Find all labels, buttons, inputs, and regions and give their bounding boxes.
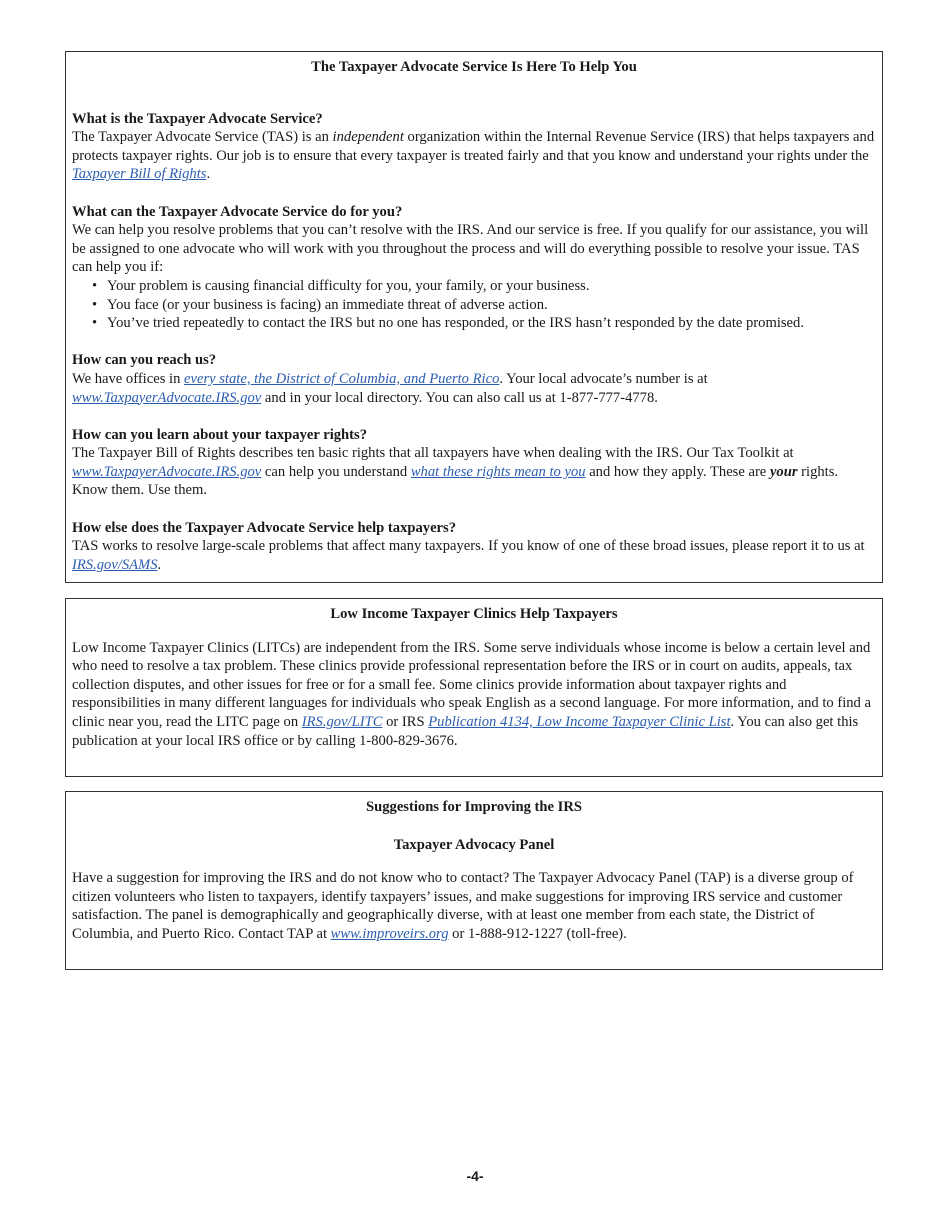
suggestions-title: Suggestions for Improving the IRS: [366, 799, 582, 815]
what-text: The Taxpayer Advocate Service (TAS) is an independent organization within the Internal Revenue Service (IRS) that helps taxpayers and protects taxpayer rights. Our job is to ensure that every taxpayer is treated fairly and that you know and understand your rights under the Taxpayer Bill of Rights.: [72, 129, 875, 183]
do-text: We can help you resolve problems that you can’t resolve with the IRS. And our service is free. If you qualify for our assistance, you will be assigned to one advocate who will work with you throughout the process and will do everything possible to resolve your issue. TAS can help you if:: [72, 222, 869, 276]
do-heading: What can the Taxpayer Advocate Service do for you?: [72, 203, 403, 220]
taxpayer-bill-of-rights-link[interactable]: Taxpayer Bill of Rights: [72, 166, 207, 183]
tas-section-else: [72, 519, 876, 575]
what-heading: What is the Taxpayer Advocate Service?: [72, 110, 323, 127]
litc-box: [65, 598, 883, 777]
rights-meaning-link[interactable]: what these rights mean to you: [410, 463, 586, 480]
improveirs-link[interactable]: www.improveirs.org: [330, 925, 449, 942]
suggestions-box: [65, 791, 883, 970]
tas-box: [65, 51, 883, 583]
tap-text: Have a suggestion for improving the IRS and do not know who to contact? The Taxpayer Advocacy Panel (TAP) is a diverse group of citizen volunteers who listen to taxpayers, identify taxpayers’ issues, and make suggestions for improving IRS service and customer satisfaction. The panel is demographically and geographically diverse, with at least one member from each state, the District of Columbia, and Puerto Rico. Contact TAP at www.improveirs.org or 1-888-912-1227 (toll-free).: [72, 870, 854, 942]
else-heading: How else does the Taxpayer Advocate Service help taxpayers?: [72, 519, 457, 536]
list-item: • You’ve tried repeatedly to contact the IRS but no one has responded, or the IRS hasn’t responded by the date promised.: [107, 314, 876, 333]
taxpayer-advocate-link[interactable]: www.TaxpayerAdvocate.IRS.gov: [72, 389, 262, 406]
tas-title: The Taxpayer Advocate Service Is Here To Help You: [311, 59, 637, 75]
tas-section-rights: [72, 426, 876, 500]
page-number: -4-: [466, 1168, 484, 1184]
publication-4134-link[interactable]: Publication 4134, Low Income Taxpayer Clinic List: [428, 713, 731, 730]
tas-section-do: [72, 203, 876, 333]
tax-toolkit-link[interactable]: www.TaxpayerAdvocate.IRS.gov: [72, 463, 262, 480]
tap-subtitle: Taxpayer Advocacy Panel: [393, 836, 555, 853]
litc-title: Low Income Taxpayer Clinics Help Taxpayers: [330, 606, 618, 622]
tas-section-reach: [72, 351, 876, 407]
reach-heading: How can you reach us?: [72, 352, 217, 369]
help-list: [72, 277, 876, 333]
rights-text: The Taxpayer Bill of Rights describes ten basic rights that all taxpayers have when dealing with the IRS. Our Tax Toolkit at www.TaxpayerAdvocate.IRS.gov can help you understand what these rights mean to you and how they apply. These are your rights. Know them. Use them.: [72, 445, 839, 499]
reach-text: We have offices in every state, the District of Columbia, and Puerto Rico. Your local advocate’s number is at www.TaxpayerAdvocate.IRS.gov and in your local directory. You can also call us at 1-877-777-4778.: [72, 370, 708, 406]
sams-link[interactable]: IRS.gov/SAMS: [72, 556, 158, 573]
offices-link[interactable]: every state, the District of Columbia, and Puerto Rico: [184, 370, 500, 387]
litc-link[interactable]: IRS.gov/LITC: [301, 713, 383, 730]
rights-heading: How can you learn about your taxpayer rights?: [72, 426, 367, 443]
list-item: • You face (or your business is facing) an immediate threat of adverse action.: [107, 296, 876, 315]
list-item: • Your problem is causing financial difficulty for you, your family, or your business.: [107, 277, 876, 296]
tas-section-what: [72, 110, 876, 184]
litc-text: Low Income Taxpayer Clinics (LITCs) are independent from the IRS. Some serve individuals whose income is below a certain level and who need to resolve a tax problem. These clinics provide professional representation before the IRS or in court on audits, appeals, tax collection disputes, and other issues for free or for a small fee. Some clinics provide information about taxpayer rights and responsibilities in many different languages for individuals who speak English as a second language. For more information, and to find a clinic near you, read the LITC page on IRS.gov/LITC or IRS Publication 4134, Low Income Taxpayer Clinic List. You can also get this publication at your local IRS office or by calling 1-800-829-3676.: [72, 639, 871, 749]
else-text: TAS works to resolve large-scale problems that affect many taxpayers. If you know of one of these broad issues, please report it to us at IRS.gov/SAMS.: [72, 538, 865, 573]
